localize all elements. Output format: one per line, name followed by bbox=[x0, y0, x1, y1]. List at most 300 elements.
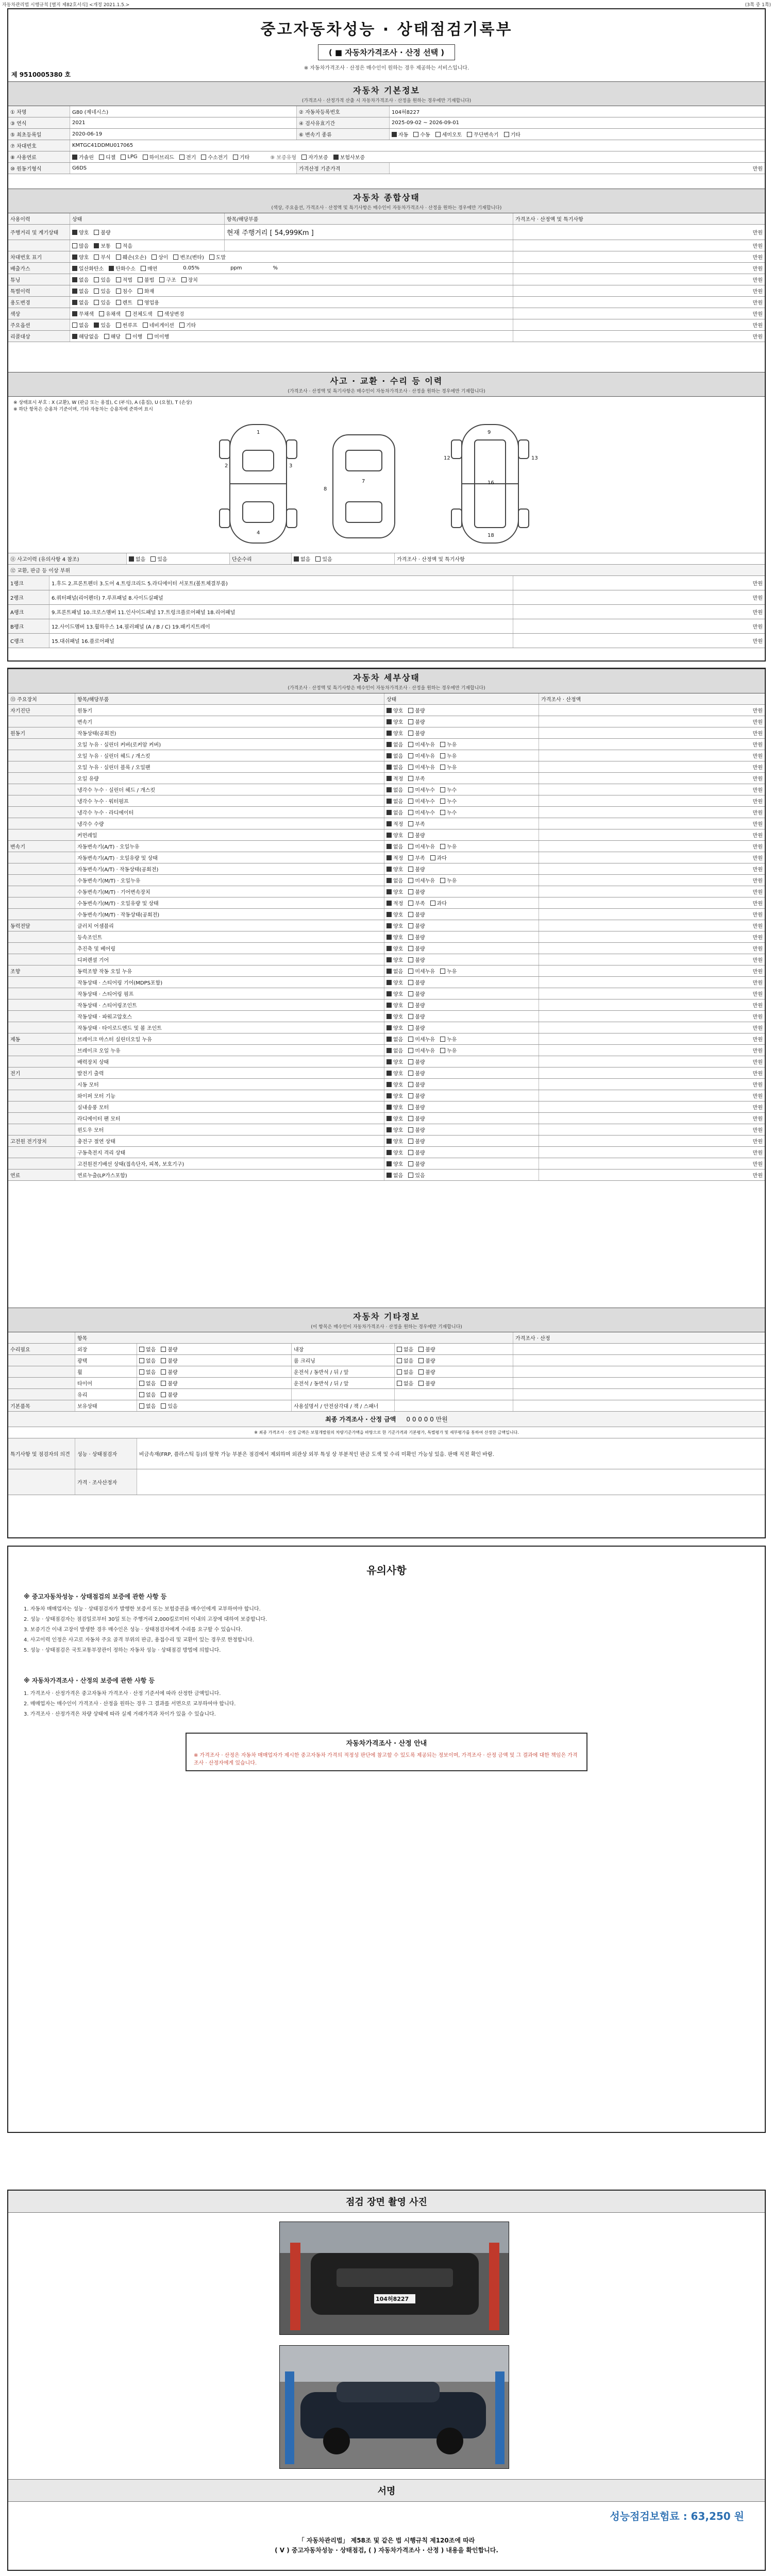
state-option bbox=[386, 888, 403, 895]
state-option bbox=[408, 763, 435, 771]
opt-label: 과다 bbox=[436, 856, 447, 861]
checkbox-icon[interactable] bbox=[386, 1048, 392, 1053]
checkbox-icon[interactable] bbox=[386, 923, 392, 928]
checkbox-icon[interactable] bbox=[440, 1037, 445, 1042]
checkbox-icon[interactable] bbox=[440, 969, 445, 974]
detail-item-state bbox=[384, 841, 539, 852]
row-items bbox=[225, 240, 513, 251]
other-item-b-state bbox=[395, 1400, 513, 1411]
col-price: 가격조사 · 산정 bbox=[515, 1336, 550, 1342]
checkbox-icon[interactable] bbox=[386, 821, 392, 826]
checkbox-icon[interactable] bbox=[408, 1014, 413, 1019]
checkbox-icon[interactable] bbox=[179, 155, 184, 160]
price-notice-title: 자동차가격조사 · 산정 안내 bbox=[346, 1739, 427, 1748]
checkbox-icon[interactable] bbox=[138, 289, 143, 294]
checkbox-icon[interactable] bbox=[408, 946, 413, 951]
opt-label: 불량 bbox=[415, 1026, 425, 1031]
checkbox-icon[interactable] bbox=[386, 787, 392, 792]
opt-label: 불량 bbox=[415, 1082, 425, 1088]
detail-item-state bbox=[384, 1113, 539, 1124]
checkbox-icon[interactable] bbox=[173, 255, 178, 260]
detail-item-name: 충전구 절연 상태 bbox=[75, 1136, 384, 1146]
checkbox-icon[interactable] bbox=[386, 1116, 392, 1121]
detail-item-state bbox=[384, 943, 539, 954]
checkbox-icon[interactable] bbox=[138, 300, 143, 305]
checkbox-icon[interactable] bbox=[440, 799, 445, 804]
checkbox-icon[interactable] bbox=[408, 833, 413, 838]
detail-row bbox=[8, 875, 765, 886]
checkbox-icon[interactable] bbox=[408, 1093, 413, 1098]
checkbox-icon[interactable] bbox=[94, 230, 99, 235]
checkbox-icon[interactable] bbox=[386, 1127, 392, 1132]
checkbox-icon[interactable] bbox=[386, 1105, 392, 1110]
checkbox-icon[interactable] bbox=[440, 753, 445, 758]
price-notice-box bbox=[186, 1733, 587, 1771]
mileage-value: 현재 주행거리 [ 54,999Km ] bbox=[225, 225, 513, 240]
checkbox-icon[interactable] bbox=[408, 980, 413, 985]
checkbox-icon[interactable] bbox=[116, 255, 121, 260]
other-price bbox=[513, 1378, 765, 1388]
checkbox-icon[interactable] bbox=[408, 912, 413, 917]
detail-row bbox=[8, 1056, 765, 1067]
state-option bbox=[386, 774, 403, 782]
checkbox-icon[interactable] bbox=[161, 1381, 166, 1386]
special-a-label: 성능 · 상태점검자 bbox=[75, 1438, 137, 1469]
detail-item-state bbox=[384, 977, 539, 988]
other-item-b: 사용설명서 / 안전삼각대 / 잭 / 스패너 bbox=[292, 1400, 395, 1411]
checkbox-icon[interactable] bbox=[386, 991, 392, 996]
checkbox-icon[interactable] bbox=[408, 821, 413, 826]
checkbox-icon[interactable] bbox=[104, 334, 109, 339]
unit: 만원 bbox=[752, 581, 763, 587]
document-title: 중고자동차성능 · 상태점검기록부 bbox=[260, 21, 513, 39]
checkbox-icon[interactable] bbox=[99, 155, 104, 160]
checkbox-icon[interactable] bbox=[141, 266, 146, 271]
checkbox-icon[interactable] bbox=[408, 855, 413, 860]
vin-label: ⑦ 차대번호 bbox=[8, 140, 70, 151]
detail-item-name: 작동상태(공회전) bbox=[75, 727, 384, 738]
checkbox-icon[interactable] bbox=[435, 132, 441, 137]
checkbox-icon[interactable] bbox=[408, 708, 413, 713]
checkbox-icon[interactable] bbox=[386, 1173, 392, 1178]
fuel-label: ⑧ 사용연료 bbox=[8, 151, 70, 162]
checkbox-icon[interactable] bbox=[418, 1347, 424, 1352]
checkbox-icon[interactable] bbox=[129, 556, 134, 562]
detail-item-state bbox=[384, 965, 539, 976]
col-item: 항목 bbox=[75, 1332, 513, 1343]
state-option bbox=[397, 1368, 413, 1376]
state-option bbox=[418, 1368, 435, 1376]
checkbox-icon[interactable] bbox=[301, 155, 307, 160]
opt-label: 부족 bbox=[415, 901, 425, 907]
device-group bbox=[8, 999, 75, 1010]
checkbox-icon[interactable] bbox=[386, 742, 392, 747]
checkbox-icon[interactable] bbox=[72, 289, 77, 294]
checkbox-icon[interactable] bbox=[386, 1150, 392, 1155]
checkbox-icon[interactable] bbox=[386, 799, 392, 804]
checkbox-icon[interactable] bbox=[386, 889, 392, 894]
checkbox-icon[interactable] bbox=[143, 323, 148, 328]
state-option bbox=[386, 1058, 403, 1065]
checkbox-icon[interactable] bbox=[72, 300, 77, 305]
checkbox-icon[interactable] bbox=[72, 323, 77, 328]
checkbox-icon[interactable] bbox=[109, 266, 114, 271]
device-group: 조향 bbox=[8, 965, 75, 976]
checkbox-icon[interactable] bbox=[408, 787, 413, 792]
opt-label: 없음 bbox=[146, 1370, 156, 1376]
checkbox-icon[interactable] bbox=[386, 946, 392, 951]
state-option bbox=[161, 1368, 177, 1376]
checkbox-icon[interactable] bbox=[94, 289, 99, 294]
checkbox-icon[interactable] bbox=[430, 855, 435, 860]
col-history: 사용이력 bbox=[8, 213, 70, 224]
state-option bbox=[139, 1345, 156, 1353]
detail-row bbox=[8, 1147, 765, 1158]
checkbox-icon[interactable] bbox=[139, 1358, 144, 1363]
checkbox-icon[interactable] bbox=[161, 1369, 166, 1375]
state-option bbox=[408, 1092, 425, 1099]
unit: 만원 bbox=[752, 1173, 763, 1179]
checkbox-icon[interactable] bbox=[408, 1105, 413, 1110]
inspection-photo-front bbox=[279, 2222, 509, 2335]
detail-row bbox=[8, 1079, 765, 1090]
checkbox-icon[interactable] bbox=[386, 855, 392, 860]
checkbox-icon[interactable] bbox=[386, 1003, 392, 1008]
checkbox-icon[interactable] bbox=[408, 991, 413, 996]
year-label: ③ 연식 bbox=[8, 117, 70, 128]
fuel-opt-label: 하이브리드 bbox=[149, 155, 174, 161]
opt-label: 불법 bbox=[144, 278, 155, 283]
checkbox-icon[interactable] bbox=[333, 155, 339, 160]
checkbox-icon[interactable] bbox=[161, 1392, 166, 1397]
checkbox-icon[interactable] bbox=[181, 277, 187, 282]
checkbox-icon[interactable] bbox=[408, 1150, 413, 1155]
opt-label: 있음 bbox=[100, 323, 111, 329]
state-option bbox=[408, 1058, 425, 1065]
unit: 만원 bbox=[752, 1150, 763, 1156]
checkbox-icon[interactable] bbox=[315, 556, 321, 562]
checkbox-icon[interactable] bbox=[386, 1025, 392, 1030]
device-group bbox=[8, 1090, 75, 1101]
checkbox-icon[interactable] bbox=[386, 708, 392, 713]
checkbox-icon[interactable] bbox=[116, 277, 121, 282]
detail-item-name: 냉각수 누수 · 워터펌프 bbox=[75, 795, 384, 806]
checkbox-icon[interactable] bbox=[430, 901, 435, 906]
checkbox-icon[interactable] bbox=[150, 556, 156, 562]
checkbox-icon[interactable] bbox=[408, 1071, 413, 1076]
unit: 만원 bbox=[752, 935, 763, 941]
detail-row bbox=[8, 829, 765, 841]
checkbox-icon[interactable] bbox=[408, 1116, 413, 1121]
checkbox-icon[interactable] bbox=[408, 1127, 413, 1132]
checkbox-icon[interactable] bbox=[94, 323, 99, 328]
checkbox-icon[interactable] bbox=[397, 1381, 402, 1386]
checkbox-icon[interactable] bbox=[440, 1048, 445, 1053]
checkbox-icon[interactable] bbox=[440, 844, 445, 849]
checkbox-icon[interactable] bbox=[386, 878, 392, 883]
checkbox-icon[interactable] bbox=[386, 844, 392, 849]
checkbox-icon[interactable] bbox=[139, 1392, 144, 1397]
opt-label: 도말 bbox=[215, 255, 226, 261]
checkbox-icon[interactable] bbox=[408, 901, 413, 906]
checkbox-icon[interactable] bbox=[94, 277, 99, 282]
checkbox-icon[interactable] bbox=[397, 1347, 402, 1352]
checkbox-icon[interactable] bbox=[147, 334, 153, 339]
opt-label: 양호 bbox=[393, 833, 404, 839]
row-name: 주행거리 및 계기상태 bbox=[8, 225, 70, 240]
checkbox-icon[interactable] bbox=[179, 323, 184, 328]
state-option bbox=[386, 1001, 403, 1009]
opt-label: 불량 bbox=[425, 1359, 435, 1364]
checkbox-icon[interactable] bbox=[143, 155, 148, 160]
checkbox-icon[interactable] bbox=[386, 957, 392, 962]
checkbox-icon[interactable] bbox=[386, 1071, 392, 1076]
checkbox-icon[interactable] bbox=[386, 969, 392, 974]
checkbox-icon[interactable] bbox=[386, 719, 392, 724]
checkbox-icon[interactable] bbox=[386, 980, 392, 985]
overall-title: 자동차 종합상태 bbox=[353, 193, 420, 202]
checkbox-icon[interactable] bbox=[408, 776, 413, 781]
opt-label: 양호 bbox=[393, 890, 404, 895]
form-topline bbox=[0, 0, 773, 7]
detail-item-name: 수동변속기(M/T) · 오일누유 bbox=[75, 875, 384, 886]
detail-row bbox=[8, 818, 765, 829]
checkbox-icon[interactable] bbox=[408, 1048, 413, 1053]
checkbox-icon[interactable] bbox=[386, 833, 392, 838]
checkbox-icon[interactable] bbox=[440, 765, 445, 770]
detail-row bbox=[8, 863, 765, 875]
state-option bbox=[408, 797, 435, 805]
state-option bbox=[440, 797, 457, 805]
checkbox-icon[interactable] bbox=[386, 776, 392, 781]
checkbox-icon[interactable] bbox=[408, 935, 413, 940]
checkbox-icon[interactable] bbox=[72, 155, 77, 160]
checkbox-icon[interactable] bbox=[408, 844, 413, 849]
checkbox-icon[interactable] bbox=[233, 155, 238, 160]
opt-label: 미세누수 bbox=[415, 810, 435, 816]
detail-item-name: 클러치 어셈블리 bbox=[75, 920, 384, 931]
state-option bbox=[386, 1160, 403, 1167]
unit: 만원 bbox=[752, 992, 763, 997]
checkbox-icon[interactable] bbox=[408, 957, 413, 962]
detail-row bbox=[8, 1045, 765, 1056]
checkbox-icon[interactable] bbox=[408, 765, 413, 770]
state-option bbox=[386, 752, 403, 759]
checkbox-icon[interactable] bbox=[440, 810, 445, 815]
checkbox-icon[interactable] bbox=[504, 132, 509, 137]
checkbox-icon[interactable] bbox=[72, 334, 77, 339]
checkbox-icon[interactable] bbox=[386, 1014, 392, 1019]
checkbox-icon[interactable] bbox=[161, 1347, 166, 1352]
checkbox-icon[interactable] bbox=[408, 719, 413, 724]
basic-info-header bbox=[8, 81, 765, 106]
checkbox-icon[interactable] bbox=[408, 1173, 413, 1178]
checkbox-icon[interactable] bbox=[397, 1369, 402, 1375]
opt-label: 양호 bbox=[393, 912, 404, 918]
opt-label: 미세누유 bbox=[415, 754, 435, 759]
opt-label: 적정 bbox=[393, 901, 404, 907]
checkbox-icon[interactable] bbox=[408, 867, 413, 872]
opt-label: 양호 bbox=[393, 1139, 404, 1145]
checkbox-icon[interactable] bbox=[209, 255, 214, 260]
state-option bbox=[386, 718, 403, 725]
checkbox-icon[interactable] bbox=[72, 311, 77, 316]
checkbox-icon[interactable] bbox=[408, 742, 413, 747]
checkbox-icon[interactable] bbox=[159, 277, 164, 282]
detail-item-state bbox=[384, 954, 539, 965]
opt-label: 양호 bbox=[393, 1014, 404, 1020]
checkbox-icon[interactable] bbox=[152, 255, 157, 260]
checkbox-icon[interactable] bbox=[418, 1369, 424, 1375]
checkbox-icon[interactable] bbox=[138, 277, 143, 282]
checkbox-icon[interactable] bbox=[116, 289, 121, 294]
checkbox-icon[interactable] bbox=[72, 230, 77, 235]
checkbox-icon[interactable] bbox=[392, 132, 397, 137]
checkbox-icon[interactable] bbox=[126, 334, 131, 339]
opt-label: 양호 bbox=[393, 958, 404, 963]
checkbox-icon[interactable] bbox=[408, 1059, 413, 1064]
notice-body bbox=[8, 1582, 765, 1725]
checkbox-icon[interactable] bbox=[94, 300, 99, 305]
checkbox-icon[interactable] bbox=[386, 1139, 392, 1144]
checkbox-icon[interactable] bbox=[386, 731, 392, 736]
opt-label: 불량 bbox=[415, 833, 425, 839]
checkbox-icon[interactable] bbox=[386, 765, 392, 770]
unit: 만원 bbox=[752, 1105, 763, 1111]
other-item-b bbox=[292, 1389, 395, 1400]
device-group bbox=[8, 863, 75, 874]
basic-info-section bbox=[8, 81, 765, 174]
opt-label: 있음 bbox=[167, 1404, 178, 1410]
checkbox-icon[interactable] bbox=[413, 132, 418, 137]
checkbox-icon[interactable] bbox=[139, 1347, 144, 1352]
checkbox-icon[interactable] bbox=[116, 300, 121, 305]
checkbox-icon[interactable] bbox=[408, 1025, 413, 1030]
detail-item-state bbox=[384, 1147, 539, 1158]
checkbox-icon[interactable] bbox=[408, 1082, 413, 1087]
opt-label: 없음 bbox=[404, 1381, 414, 1387]
checkbox-icon[interactable] bbox=[408, 1161, 413, 1166]
opt-label: 미세누유 bbox=[415, 742, 435, 748]
checkbox-icon[interactable] bbox=[408, 878, 413, 883]
row-opts bbox=[70, 285, 513, 296]
part-number: 13 bbox=[531, 455, 538, 461]
checkbox-icon[interactable] bbox=[386, 1093, 392, 1098]
inspection-photo-side bbox=[279, 2345, 509, 2469]
sign-section-title: 서명 bbox=[8, 2479, 765, 2502]
opt-label: 누유 bbox=[446, 1048, 457, 1054]
other-price bbox=[513, 1389, 765, 1400]
checkbox-icon[interactable] bbox=[440, 787, 445, 792]
part-number: 9 bbox=[488, 430, 491, 435]
checkbox-icon[interactable] bbox=[408, 889, 413, 894]
document-number: 제 9510005380 호 bbox=[11, 71, 71, 78]
state-option bbox=[139, 1368, 156, 1376]
opt-label: 없음 bbox=[404, 1370, 414, 1376]
checkbox-icon[interactable] bbox=[126, 311, 131, 316]
state-option bbox=[408, 967, 435, 975]
checkbox-icon[interactable] bbox=[386, 1082, 392, 1087]
checkbox-icon[interactable] bbox=[408, 1003, 413, 1008]
checkbox-icon[interactable] bbox=[408, 1139, 413, 1144]
checkbox-icon[interactable] bbox=[408, 1037, 413, 1042]
checkbox-icon[interactable] bbox=[72, 243, 77, 248]
checkbox-icon[interactable] bbox=[121, 155, 126, 160]
other-item-a-state bbox=[137, 1344, 292, 1354]
checkbox-icon[interactable] bbox=[418, 1358, 424, 1363]
device-group: 동력전달 bbox=[8, 920, 75, 931]
checkbox-icon[interactable] bbox=[386, 901, 392, 906]
checkbox-icon[interactable] bbox=[139, 1369, 144, 1375]
checkbox-icon[interactable] bbox=[386, 1161, 392, 1166]
valid-label: ④ 검사유효기간 bbox=[297, 117, 390, 128]
checkbox-icon[interactable] bbox=[397, 1358, 402, 1363]
checkbox-icon[interactable] bbox=[467, 132, 472, 137]
checkbox-icon[interactable] bbox=[161, 1358, 166, 1363]
detail-item-state bbox=[384, 1022, 539, 1033]
opt-label: 없음 bbox=[393, 765, 404, 771]
other-item-b-state bbox=[395, 1389, 513, 1400]
checkbox-icon[interactable] bbox=[386, 810, 392, 815]
checkbox-icon[interactable] bbox=[408, 731, 413, 736]
opt-label: 불량 bbox=[167, 1393, 178, 1398]
checkbox-icon[interactable] bbox=[440, 878, 445, 883]
checkbox-icon[interactable] bbox=[386, 1037, 392, 1042]
photo-section-title: 점검 장면 촬영 사진 bbox=[8, 2191, 765, 2213]
checkbox-icon[interactable] bbox=[72, 255, 77, 260]
opt-label: 부식 bbox=[100, 255, 111, 261]
checkbox-icon[interactable] bbox=[440, 742, 445, 747]
checkbox-icon[interactable] bbox=[386, 753, 392, 758]
checkbox-icon[interactable] bbox=[161, 1403, 166, 1409]
checkbox-icon[interactable] bbox=[408, 799, 413, 804]
checkbox-icon[interactable] bbox=[72, 266, 77, 271]
checkbox-icon[interactable] bbox=[386, 867, 392, 872]
checkbox-icon[interactable] bbox=[139, 1381, 144, 1386]
checkbox-icon[interactable] bbox=[408, 810, 413, 815]
detail-row bbox=[8, 852, 765, 863]
checkbox-icon[interactable] bbox=[408, 753, 413, 758]
checkbox-icon[interactable] bbox=[94, 243, 99, 248]
opt-label: 누유 bbox=[446, 754, 457, 759]
checkbox-icon[interactable] bbox=[418, 1381, 424, 1386]
detail-item-name: 라디에이터 팬 모터 bbox=[75, 1113, 384, 1124]
unit: 만원 bbox=[752, 300, 763, 306]
checkbox-icon[interactable] bbox=[116, 323, 121, 328]
checkbox-icon[interactable] bbox=[386, 1059, 392, 1064]
checkbox-icon[interactable] bbox=[294, 556, 299, 562]
detail-item-name: 냉각수 누수 · 라디에이터 bbox=[75, 807, 384, 818]
other-item-b: 내장 bbox=[292, 1344, 395, 1354]
checkbox-icon[interactable] bbox=[386, 912, 392, 917]
state-option bbox=[139, 1391, 156, 1398]
checkbox-icon[interactable] bbox=[158, 311, 163, 316]
checkbox-icon[interactable] bbox=[408, 923, 413, 928]
checkbox-icon[interactable] bbox=[139, 1403, 144, 1409]
state-option bbox=[408, 1160, 425, 1167]
checkbox-icon[interactable] bbox=[386, 935, 392, 940]
unit: 만원 bbox=[752, 255, 763, 261]
checkbox-icon[interactable] bbox=[201, 155, 206, 160]
detail-item-state bbox=[384, 1101, 539, 1112]
checkbox-icon[interactable] bbox=[116, 243, 121, 248]
checkbox-icon[interactable] bbox=[72, 277, 77, 282]
checkbox-icon[interactable] bbox=[94, 255, 99, 260]
checkbox-icon[interactable] bbox=[99, 311, 104, 316]
checkbox-icon[interactable] bbox=[408, 969, 413, 974]
opt-label: 적법 bbox=[122, 278, 132, 283]
unit: 만원 bbox=[752, 912, 763, 918]
